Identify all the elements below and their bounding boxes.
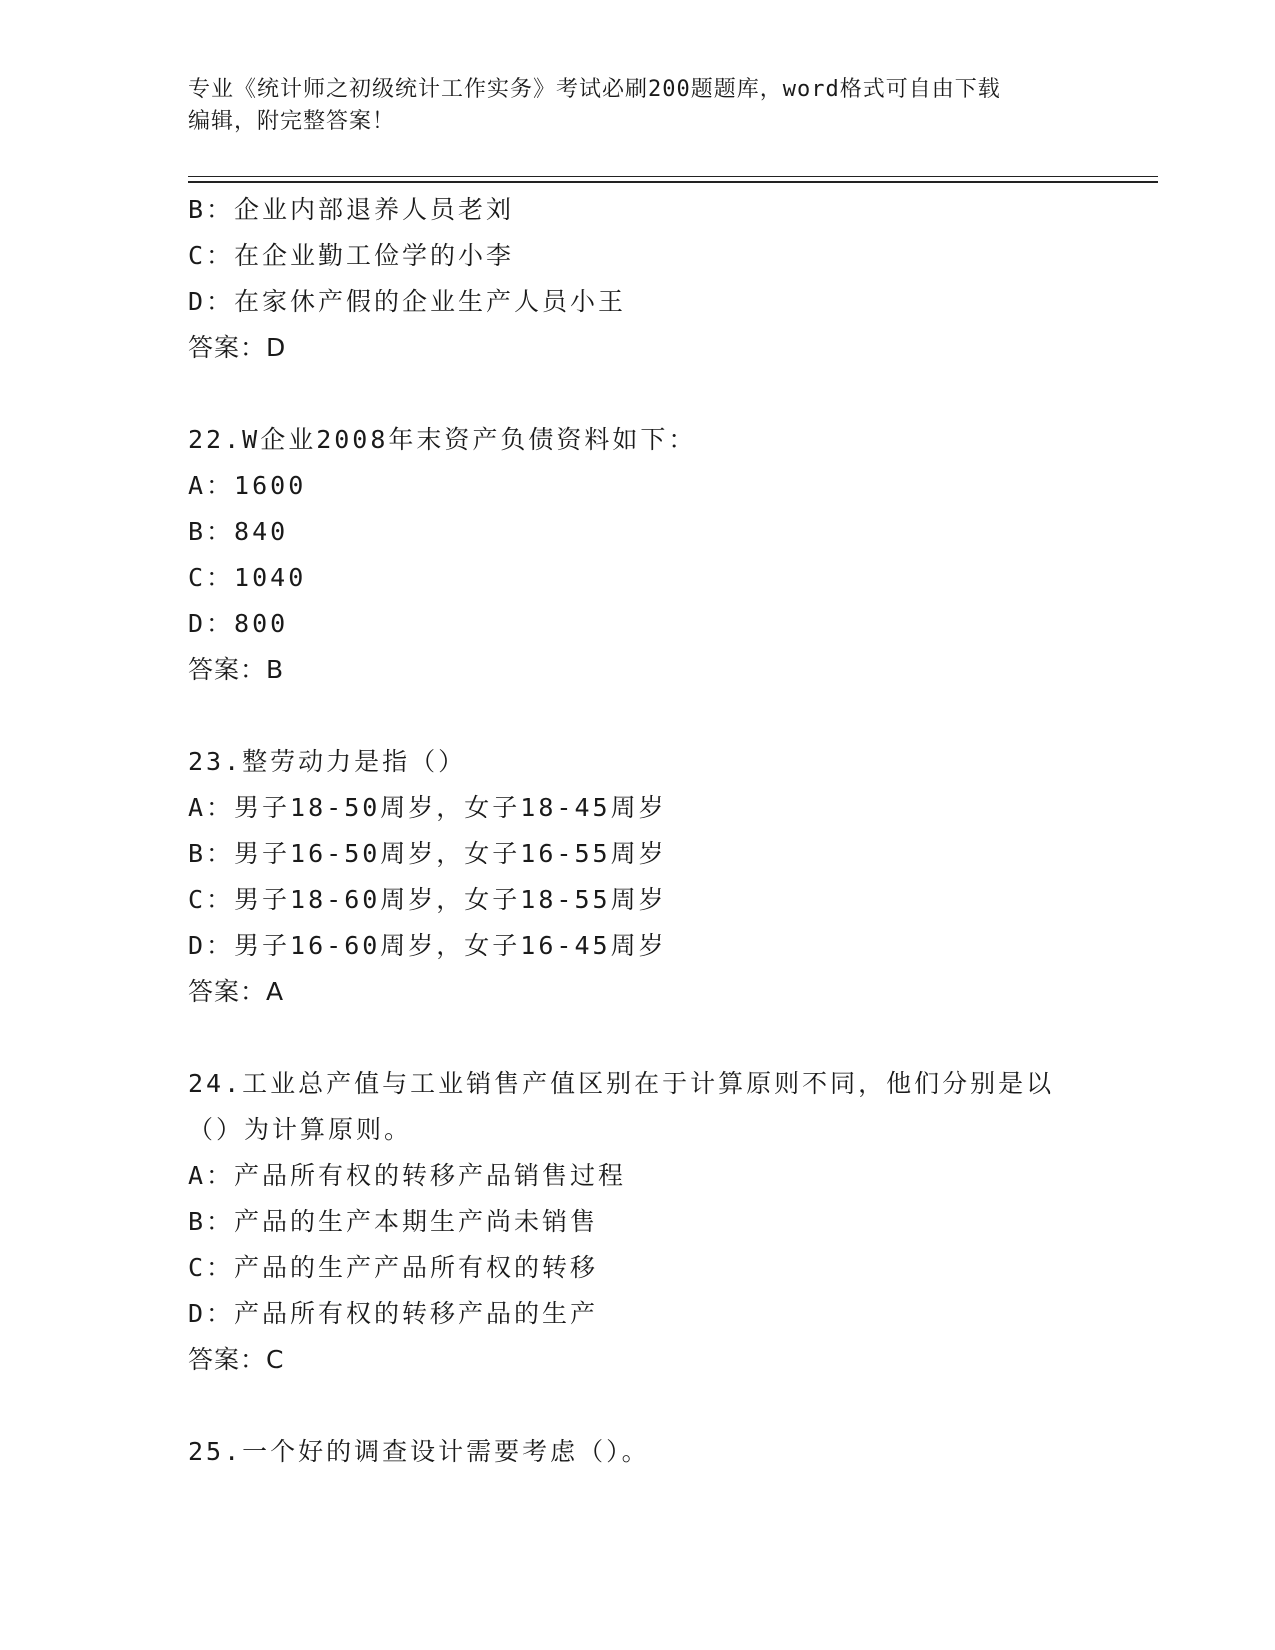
option-c: C：男子18-60周岁，女子18-55周岁 [188, 885, 667, 914]
option-b: B：840 [188, 517, 289, 546]
option-a: A：男子18-50周岁，女子18-45周岁 [188, 793, 667, 822]
option-a: A：1600 [188, 471, 307, 500]
answer-line: 答案：C [188, 1345, 285, 1374]
option-a: A：产品所有权的转移产品销售过程 [188, 1161, 627, 1190]
question-text: 23.整劳动力是指（） [188, 747, 467, 776]
question-23 [188, 739, 1088, 1015]
question-22 [188, 417, 1088, 693]
question-text: 25.一个好的调查设计需要考虑（）。 [188, 1437, 650, 1466]
question-21 [188, 187, 1088, 371]
header-divider-thick [188, 181, 1158, 183]
spacer [188, 693, 1088, 739]
answer-line: 答案：A [188, 977, 285, 1006]
option-b: B：企业内部退养人员老刘 [188, 195, 515, 224]
question-24 [188, 1061, 1088, 1383]
option-d: D：男子16-60周岁，女子16-45周岁 [188, 931, 667, 960]
option-b: B：产品的生产本期生产尚未销售 [188, 1207, 599, 1236]
option-c: C：1040 [188, 563, 307, 592]
spacer [188, 1015, 1088, 1061]
header-divider-thin [188, 176, 1158, 177]
question-list [188, 187, 1088, 1475]
question-text: 24.工业总产值与工业销售产值区别在于计算原则不同，他们分别是以（）为计算原则。 [188, 1069, 1055, 1144]
header-line-1: 专业《统计师之初级统计工作实务》考试必刷200题题库，word格式可自由下载 [188, 77, 1001, 102]
option-d: D：产品所有权的转移产品的生产 [188, 1299, 599, 1328]
option-c: C：产品的生产产品所有权的转移 [188, 1253, 599, 1282]
document-header [188, 74, 1088, 138]
option-c: C：在企业勤工俭学的小李 [188, 241, 515, 270]
option-b: B：男子16-50周岁，女子16-55周岁 [188, 839, 667, 868]
option-d: D：在家休产假的企业生产人员小王 [188, 287, 627, 316]
spacer [188, 1383, 1088, 1429]
question-25 [188, 1429, 1088, 1475]
answer-line: 答案：D [188, 333, 287, 362]
spacer [188, 371, 1088, 417]
option-d: D：800 [188, 609, 289, 638]
question-text: 22.W企业2008年末资产负债资料如下： [188, 425, 697, 454]
header-line-2: 编辑，附完整答案！ [188, 109, 396, 134]
answer-line: 答案：B [188, 655, 285, 684]
